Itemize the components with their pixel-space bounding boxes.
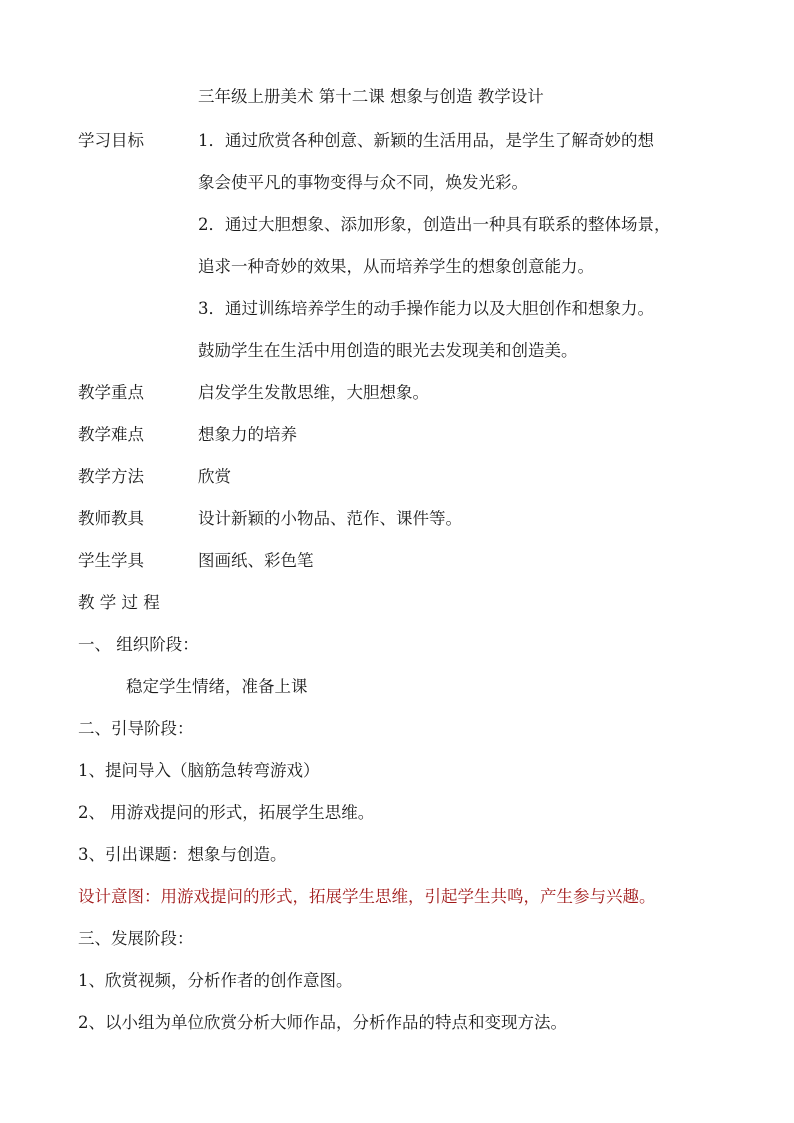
stage3-item-2: 2、以小组为单位欣赏分析大师作品，分析作品的特点和变现方法。: [78, 1013, 567, 1032]
stage2-heading: 二、引导阶段：: [78, 719, 194, 738]
difficulty-label: 教学难点: [78, 425, 144, 444]
objectives-line-2: 象会使平凡的事物变得与众不同，焕发光彩。: [198, 173, 528, 192]
stage3-heading: 三、发展阶段：: [78, 929, 194, 948]
design-intent: 设计意图：用游戏提问的形式，拓展学生思维，引起学生共鸣，产生参与兴趣。: [78, 887, 656, 906]
method-label: 教学方法: [78, 467, 144, 486]
key-point-value: 启发学生发散思维，大胆想象。: [198, 383, 429, 402]
stage2-item-2: 2、 用游戏提问的形式，拓展学生思维。: [78, 803, 375, 822]
objectives-line-5: 3．通过训练培养学生的动手操作能力以及大胆创作和想象力。: [198, 299, 654, 318]
objectives-line-1: 1．通过欣赏各种创意、新颖的生活用品，是学生了解奇妙的想: [198, 131, 654, 150]
stage1-heading: 一、 组织阶段：: [78, 635, 199, 654]
stage2-item-1: 1、提问导入（脑筋急转弯游戏）: [78, 761, 320, 780]
process-heading: 教 学 过 程: [78, 593, 160, 612]
objectives-line-4: 追求一种奇妙的效果，从而培养学生的想象创意能力。: [198, 257, 594, 276]
objectives-label: 学习目标: [78, 131, 144, 150]
objectives-line-6: 鼓励学生在生活中用创造的眼光去发现美和创造美。: [198, 341, 578, 360]
objectives-line-3: 2．通过大胆想象、添加形象，创造出一种具有联系的整体场景，: [198, 215, 671, 234]
document-title: 三年级上册美术 第十二课 想象与创造 教学设计: [198, 87, 544, 106]
student-tools-value: 图画纸、彩色笔: [198, 551, 314, 570]
teacher-tools-value: 设计新颖的小物品、范作、课件等。: [198, 509, 462, 528]
key-point-label: 教学重点: [78, 383, 144, 402]
teacher-tools-label: 教师教具: [78, 509, 144, 528]
method-value: 欣赏: [198, 467, 231, 486]
difficulty-value: 想象力的培养: [198, 425, 297, 444]
stage1-item: 稳定学生情绪，准备上课: [126, 677, 308, 696]
student-tools-label: 学生学具: [78, 551, 144, 570]
stage3-item-1: 1、欣赏视频，分析作者的创作意图。: [78, 971, 353, 990]
stage2-item-3: 3、引出课题：想象与创造。: [78, 845, 287, 864]
